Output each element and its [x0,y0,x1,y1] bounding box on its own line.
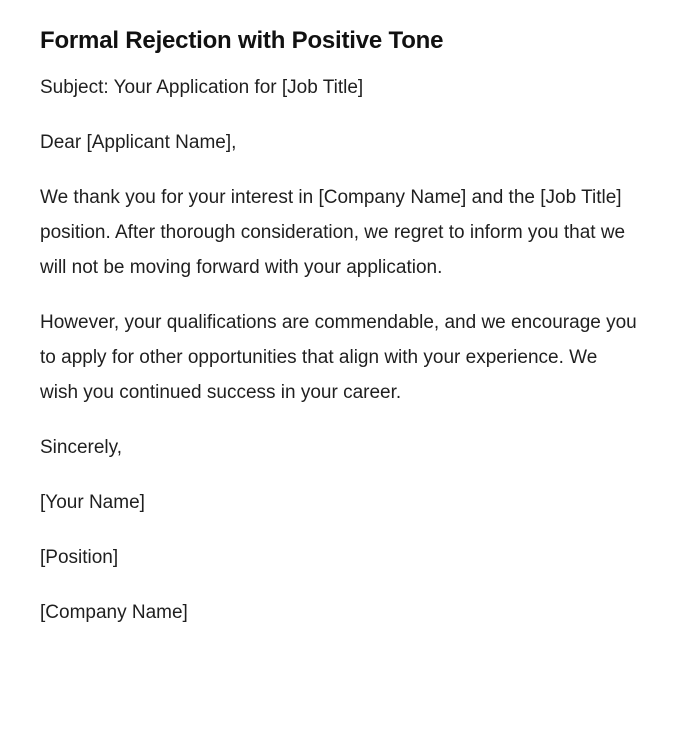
closing: Sincerely, [40,437,123,458]
signature-name: [Your Name] [40,492,145,513]
salutation: Dear [Applicant Name], [40,132,237,153]
body-paragraph-2: However, your qualifications are commendable, and we encourage you to apply for other opportunities that align with your experience. We wish you continued success in your career. [40,312,637,403]
signature-company: [Company Name] [40,602,188,623]
subject-line: Subject: Your Application for [Job Title] [40,77,364,98]
signature-position: [Position] [40,547,119,568]
body-paragraph-1: We thank you for your interest in [Company Name] and the [Job Title] position. After thorough consideration, we regret to inform you that we will not be moving forward with your application. [40,187,626,278]
letter-title: Formal Rejection with Positive Tone [40,27,444,54]
